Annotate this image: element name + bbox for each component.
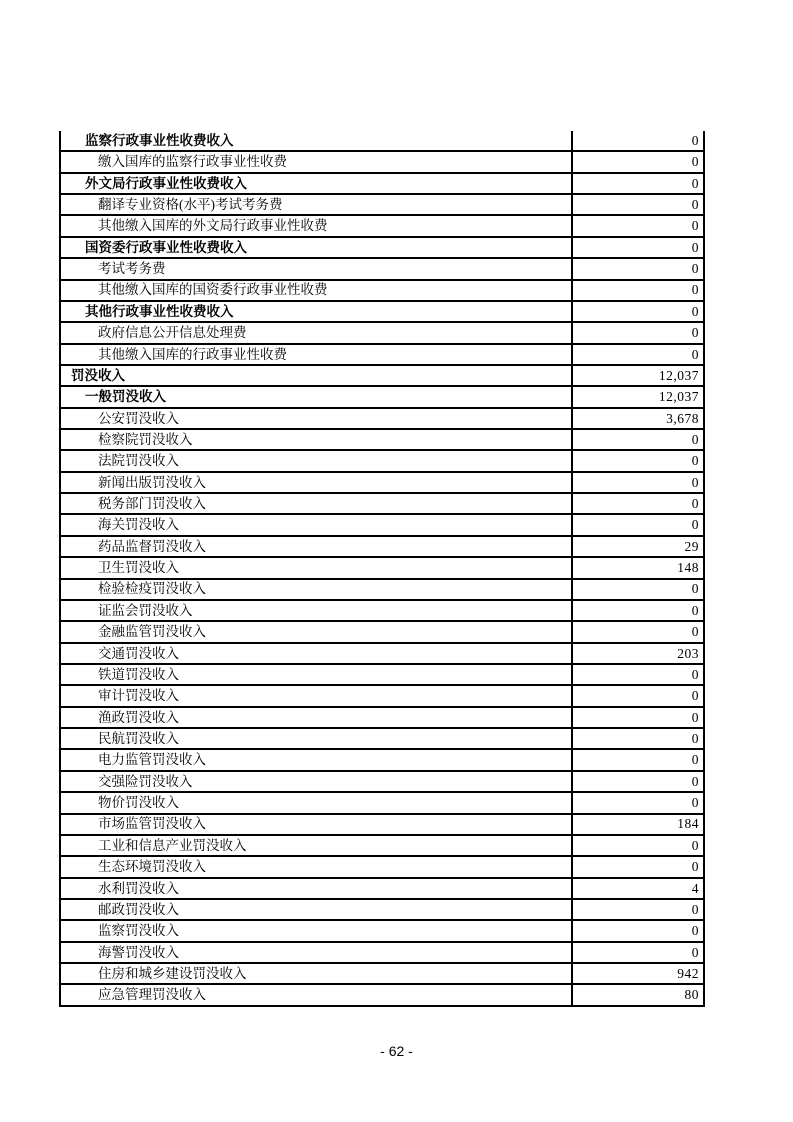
row-label: 监察行政事业性收费收入	[85, 132, 234, 148]
row-label: 铁道罚没收入	[98, 666, 179, 682]
row-value: 0	[571, 494, 703, 513]
row-value: 0	[571, 686, 703, 705]
table-row	[61, 366, 703, 387]
revenue-table	[59, 131, 705, 1007]
row-value: 4	[571, 879, 703, 898]
table-row	[61, 686, 703, 707]
row-value: 0	[571, 473, 703, 492]
row-label: 邮政罚没收入	[98, 901, 179, 917]
row-label: 卫生罚没收入	[98, 560, 179, 576]
row-value: 29	[571, 537, 703, 556]
row-value: 0	[571, 195, 703, 214]
row-value: 0	[571, 601, 703, 620]
page-number: - 62 -	[380, 1043, 413, 1059]
table-row	[61, 622, 703, 643]
row-label: 民航罚没收入	[98, 730, 179, 746]
row-label: 检察院罚没收入	[98, 431, 193, 447]
table-row	[61, 152, 703, 173]
table-row	[61, 985, 703, 1006]
row-value: 148	[571, 558, 703, 577]
table-row	[61, 558, 703, 579]
row-label: 一般罚没收入	[85, 389, 166, 405]
row-label: 住房和城乡建设罚没收入	[98, 965, 247, 981]
row-label: 外文局行政事业性收费收入	[85, 175, 247, 191]
table-row	[61, 409, 703, 430]
row-value: 0	[571, 836, 703, 855]
row-value: 12,037	[571, 387, 703, 406]
row-label: 金融监管罚没收入	[98, 624, 206, 640]
table-row	[61, 601, 703, 622]
row-label: 国资委行政事业性收费收入	[85, 239, 247, 255]
table-row	[61, 943, 703, 964]
table-row	[61, 708, 703, 729]
table-row	[61, 644, 703, 665]
row-value: 0	[571, 216, 703, 235]
row-label: 法院罚没收入	[98, 453, 179, 469]
row-value: 184	[571, 815, 703, 834]
row-label: 罚没收入	[71, 367, 125, 383]
table-row	[61, 729, 703, 750]
row-label: 新闻出版罚没收入	[98, 474, 206, 490]
table-row	[61, 323, 703, 344]
row-value: 0	[571, 345, 703, 364]
row-label: 工业和信息产业罚没收入	[98, 837, 247, 853]
row-value: 0	[571, 174, 703, 193]
table-row	[61, 772, 703, 793]
row-value: 0	[571, 430, 703, 449]
row-value: 0	[571, 152, 703, 171]
table-row	[61, 238, 703, 259]
table-row	[61, 580, 703, 601]
row-value: 0	[571, 708, 703, 727]
row-value: 0	[571, 921, 703, 940]
row-value: 0	[571, 238, 703, 257]
table-row	[61, 750, 703, 771]
table-row	[61, 836, 703, 857]
row-label: 交通罚没收入	[98, 645, 179, 661]
row-label: 药品监督罚没收入	[98, 538, 206, 554]
row-value: 0	[571, 772, 703, 791]
table-row	[61, 900, 703, 921]
row-label: 公安罚没收入	[98, 410, 179, 426]
row-value: 0	[571, 259, 703, 278]
table-row	[61, 387, 703, 408]
row-label: 税务部门罚没收入	[98, 496, 206, 512]
row-label: 审计罚没收入	[98, 688, 179, 704]
row-label: 应急管理罚没收入	[98, 987, 206, 1003]
row-label: 翻译专业资格(水平)考试考务费	[98, 197, 283, 212]
row-value: 0	[571, 323, 703, 342]
table-row	[61, 430, 703, 451]
row-label: 监察罚没收入	[98, 923, 179, 939]
table-row	[61, 259, 703, 280]
row-label: 其他缴入国库的国资委行政事业性收费	[98, 282, 328, 298]
table-row	[61, 302, 703, 323]
row-label: 海关罚没收入	[98, 517, 179, 533]
row-label: 水利罚没收入	[98, 880, 179, 896]
row-value: 0	[571, 943, 703, 962]
row-value: 3,678	[571, 409, 703, 428]
row-value: 0	[571, 665, 703, 684]
row-value: 0	[571, 729, 703, 748]
row-label: 其他缴入国库的外文局行政事业性收费	[98, 218, 328, 234]
row-value: 0	[571, 793, 703, 812]
table-row	[61, 815, 703, 836]
table-row	[61, 879, 703, 900]
row-value: 942	[571, 964, 703, 983]
row-value: 0	[571, 622, 703, 641]
row-label: 电力监管罚没收入	[98, 752, 206, 768]
row-value: 80	[571, 985, 703, 1004]
table-row	[61, 281, 703, 302]
table-row	[61, 964, 703, 985]
table-row	[61, 216, 703, 237]
row-label: 渔政罚没收入	[98, 709, 179, 725]
table-row	[61, 195, 703, 216]
table-row	[61, 131, 703, 152]
row-label: 缴入国库的监察行政事业性收费	[98, 154, 287, 170]
table-row	[61, 515, 703, 536]
row-label: 检验检疫罚没收入	[98, 581, 206, 597]
row-label: 市场监管罚没收入	[98, 816, 206, 832]
row-label: 交强险罚没收入	[98, 773, 193, 789]
row-label: 证监会罚没收入	[98, 602, 193, 618]
table-row	[61, 494, 703, 515]
row-value: 0	[571, 750, 703, 769]
table-row	[61, 345, 703, 366]
table-row	[61, 857, 703, 878]
row-value: 0	[571, 302, 703, 321]
row-value: 0	[571, 451, 703, 470]
row-label: 生态环境罚没收入	[98, 859, 206, 875]
row-value: 0	[571, 281, 703, 300]
row-label: 其他行政事业性收费收入	[85, 303, 234, 319]
row-label: 其他缴入国库的行政事业性收费	[98, 346, 287, 362]
row-value: 0	[571, 900, 703, 919]
row-value: 0	[571, 580, 703, 599]
table-row	[61, 793, 703, 814]
row-value: 0	[571, 515, 703, 534]
row-label: 政府信息公开信息处理费	[98, 325, 247, 341]
row-value: 12,037	[571, 366, 703, 385]
row-label: 考试考务费	[98, 261, 166, 277]
row-label: 海警罚没收入	[98, 944, 179, 960]
table-row	[61, 473, 703, 494]
table-row	[61, 537, 703, 558]
row-value: 0	[571, 857, 703, 876]
row-value: 0	[571, 131, 703, 150]
table-row	[61, 921, 703, 942]
table-row	[61, 451, 703, 472]
row-label: 物价罚没收入	[98, 795, 179, 811]
table-row	[61, 665, 703, 686]
table-row	[61, 174, 703, 195]
row-value: 203	[571, 644, 703, 663]
